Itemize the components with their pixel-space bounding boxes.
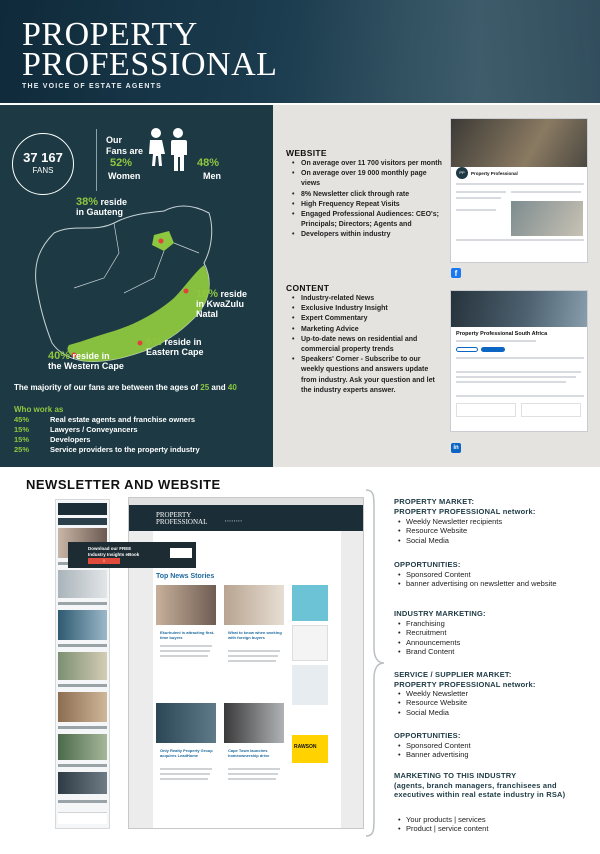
list-item: • 8% Newsletter click through rate xyxy=(292,190,442,200)
brand-tagline: THE VOICE OF ESTATE AGENTS xyxy=(22,83,162,90)
newsletter-article-image xyxy=(58,772,107,794)
list-item: • Expert Commentary xyxy=(292,314,442,324)
website-heading: WEBSITE xyxy=(286,148,327,158)
list-item: • Product | service content xyxy=(398,824,488,833)
fans-label: FANS xyxy=(32,166,54,175)
marketing-industry-list xyxy=(398,815,488,834)
list-item: • Marketing Advice xyxy=(292,325,442,335)
facebook-page-screenshot xyxy=(450,118,588,263)
content-heading: CONTENT xyxy=(286,283,330,293)
text-placeholder xyxy=(456,191,506,193)
linkedin-icon[interactable]: in xyxy=(451,443,461,453)
list-item: • Brand Content xyxy=(398,647,460,656)
newsletter-section-title: NEWSLETTER AND WEBSITE xyxy=(26,477,221,492)
top-news-title: Top News Stories xyxy=(156,573,215,580)
audience-stats-panel xyxy=(0,105,273,467)
women-label: Women xyxy=(108,171,141,181)
industry-marketing-list xyxy=(398,619,460,656)
text-placeholder xyxy=(160,778,208,780)
story-image[interactable] xyxy=(224,585,284,625)
text-placeholder xyxy=(228,778,276,780)
list-item: • Sponsored Content xyxy=(398,570,568,579)
story-title[interactable]: What to know when working with foreign buyers xyxy=(228,630,282,640)
facebook-icon[interactable]: f xyxy=(451,268,461,278)
ebook-sponsor-logo xyxy=(170,548,192,558)
ad-banner[interactable] xyxy=(292,585,328,621)
text-placeholder xyxy=(160,768,212,770)
text-placeholder xyxy=(58,800,107,803)
follow-button[interactable] xyxy=(456,347,478,352)
text-placeholder xyxy=(456,340,536,342)
content-list xyxy=(292,294,442,396)
fans-count: 37 167 xyxy=(23,150,63,165)
website-topbar xyxy=(129,498,364,505)
text-placeholder xyxy=(58,602,107,605)
industry-marketing-heading: INDUSTRY MARKETING: xyxy=(394,609,486,618)
list-item: • Franchising xyxy=(398,619,460,628)
header-banner xyxy=(0,0,600,103)
download-ebook-button[interactable]: ⇩ xyxy=(88,558,120,564)
western-cape-stat: 40% reside in the Western Cape xyxy=(48,350,124,371)
occupation-title: Who work as xyxy=(14,405,64,414)
list-item: • Up-to-date news on residential and commercial property trends xyxy=(292,335,442,355)
profile-avatar: PP xyxy=(456,167,468,179)
kzn-stat: 16% reside in KwaZulu Natal xyxy=(196,288,248,319)
ebook-banner-text: Download our FREE Industry Insights eBook xyxy=(88,546,140,557)
newsletter-article-image xyxy=(58,692,107,722)
linkedin-cover-photo xyxy=(451,291,588,327)
property-market-list xyxy=(398,517,502,545)
list-item: • Industry-related News xyxy=(292,294,442,304)
marketing-industry-heading: MARKETING TO THIS INDUSTRY (agents, branch managers, franchisees and executives within real estate industry in RSA) xyxy=(394,771,566,799)
divider xyxy=(456,395,584,397)
divider xyxy=(96,129,97,191)
our-fans-label: Our Fans are xyxy=(106,135,144,156)
ad-banner[interactable] xyxy=(292,625,328,661)
brand-title-line1: PROPERTY xyxy=(22,16,198,53)
list-item: • Weekly Newsletter recipients xyxy=(398,517,502,526)
text-placeholder xyxy=(160,773,210,775)
text-placeholder xyxy=(456,376,576,378)
opportunities-list xyxy=(398,570,568,589)
newsletter-banner xyxy=(58,518,107,525)
age-summary: The majority of our fans are between the ages of 25 and 40 xyxy=(14,383,237,392)
list-item: • Sponsored Content xyxy=(398,741,471,750)
list-item: • Weekly Newsletter xyxy=(398,689,468,698)
story-image[interactable] xyxy=(156,585,216,625)
newsletter-footer xyxy=(58,812,107,824)
newsletter-article-image xyxy=(58,734,107,760)
post-image xyxy=(511,201,583,236)
fans-count-circle xyxy=(12,133,74,195)
list-item: • Social Media xyxy=(398,708,468,717)
brand-title-line2: PROFESSIONAL xyxy=(22,46,278,83)
text-placeholder xyxy=(456,239,584,241)
service-market-heading: SERVICE / SUPPLIER MARKET: PROPERTY PROFESSIONAL network: xyxy=(394,670,536,689)
facebook-page-name: Property Professional xyxy=(471,171,518,176)
list-item: • Developers within industry xyxy=(292,230,442,240)
story-image[interactable] xyxy=(224,703,284,743)
divider xyxy=(456,357,584,359)
rawson-ad-text: RAWSON xyxy=(294,744,317,750)
gender-people-icon xyxy=(144,127,192,175)
qr-code-ad[interactable] xyxy=(292,665,328,705)
eastern-cape-stat: 6% reside in Eastern Cape xyxy=(146,336,204,357)
list-item: • Exclusive Industry Insight xyxy=(292,304,442,314)
gauteng-stat: 38% reside in Gauteng xyxy=(76,196,128,217)
opportunities-list xyxy=(398,741,471,760)
brace-divider xyxy=(364,488,386,838)
linkedin-page-name: Property Professional South Africa xyxy=(456,331,548,337)
text-placeholder xyxy=(58,684,107,687)
website-list xyxy=(292,159,442,241)
men-percentage: 48% xyxy=(197,157,220,169)
text-placeholder xyxy=(228,655,278,657)
header-photo-overlay xyxy=(300,0,600,103)
text-placeholder xyxy=(456,209,496,211)
text-placeholder xyxy=(456,371,581,373)
list-item: • Announcements xyxy=(398,638,460,647)
newsletter-header xyxy=(58,503,107,515)
linkedin-page-screenshot xyxy=(450,290,588,432)
list-item: • On average over 19 000 monthly page views xyxy=(292,169,442,189)
story-title[interactable]: Cape Town launches homeownership drive xyxy=(228,748,270,758)
text-placeholder xyxy=(456,381,566,383)
newsletter-article-image xyxy=(58,610,107,640)
text-placeholder xyxy=(160,645,212,647)
text-placeholder xyxy=(228,773,278,775)
service-market-list xyxy=(398,689,468,717)
list-item: • banner advertising on newsletter and website xyxy=(398,579,568,588)
newsletter-article-image xyxy=(58,570,107,598)
list-item: • Banner advertising xyxy=(398,750,471,759)
occupation-row: 15% Developers xyxy=(14,435,91,444)
list-item: • Speakers' Corner - Subscribe to our weekly questions and answers update from industry. Ask your question and let the industry experts answer. xyxy=(292,355,442,396)
text-placeholder xyxy=(228,660,276,662)
list-item: • Social Media xyxy=(398,536,502,545)
website-nav[interactable]: ▪ ▪ ▪ ▪ ▪ ▪ ▪ ▪ xyxy=(225,519,242,523)
page-post-card xyxy=(456,403,516,417)
occupation-row: 25% Service providers to the property industry xyxy=(14,445,200,454)
men-label: Men xyxy=(203,171,221,181)
list-item: • On average over 11 700 visitors per month xyxy=(292,159,442,169)
story-title[interactable]: Only Realty Property Group acquires LeadHome xyxy=(160,748,213,758)
list-item: • Resource Website xyxy=(398,698,468,707)
newsletter-article-image xyxy=(58,652,107,680)
text-placeholder xyxy=(58,764,107,767)
women-percentage: 52% xyxy=(110,157,133,169)
occupation-row: 45% Real estate agents and franchise owners xyxy=(14,415,196,424)
text-placeholder xyxy=(511,191,581,193)
message-button[interactable] xyxy=(481,347,505,352)
occupation-row: 15% Lawyers / Conveyancers xyxy=(14,425,138,434)
text-placeholder xyxy=(456,197,501,199)
list-item: • Your products | services xyxy=(398,815,488,824)
text-placeholder xyxy=(160,650,210,652)
facebook-cover-photo xyxy=(451,119,588,167)
website-logo: PROPERTY PROFESSIONAL xyxy=(156,511,208,526)
opportunities-heading: OPPORTUNITIES: xyxy=(394,560,461,569)
text-placeholder xyxy=(228,650,280,652)
list-item: • Engaged Professional Audiences: CEO's; Principals; Directors; Agents and xyxy=(292,210,442,230)
text-placeholder xyxy=(58,726,107,729)
opportunities-heading: OPPORTUNITIES: xyxy=(394,731,461,740)
property-market-heading: PROPERTY MARKET: PROPERTY PROFESSIONAL network: xyxy=(394,497,536,516)
list-item: • Recruitment xyxy=(398,628,460,637)
page-post-card xyxy=(521,403,581,417)
text-placeholder xyxy=(228,768,280,770)
story-title[interactable]: Ekurhuleni is attracting first-time buyers xyxy=(160,630,215,640)
text-placeholder xyxy=(58,644,107,647)
list-item: • Resource Website xyxy=(398,526,502,535)
text-placeholder xyxy=(160,655,208,657)
story-image[interactable] xyxy=(156,703,216,743)
divider xyxy=(456,183,584,185)
list-item: • High Frequency Repeat Visits xyxy=(292,200,442,210)
